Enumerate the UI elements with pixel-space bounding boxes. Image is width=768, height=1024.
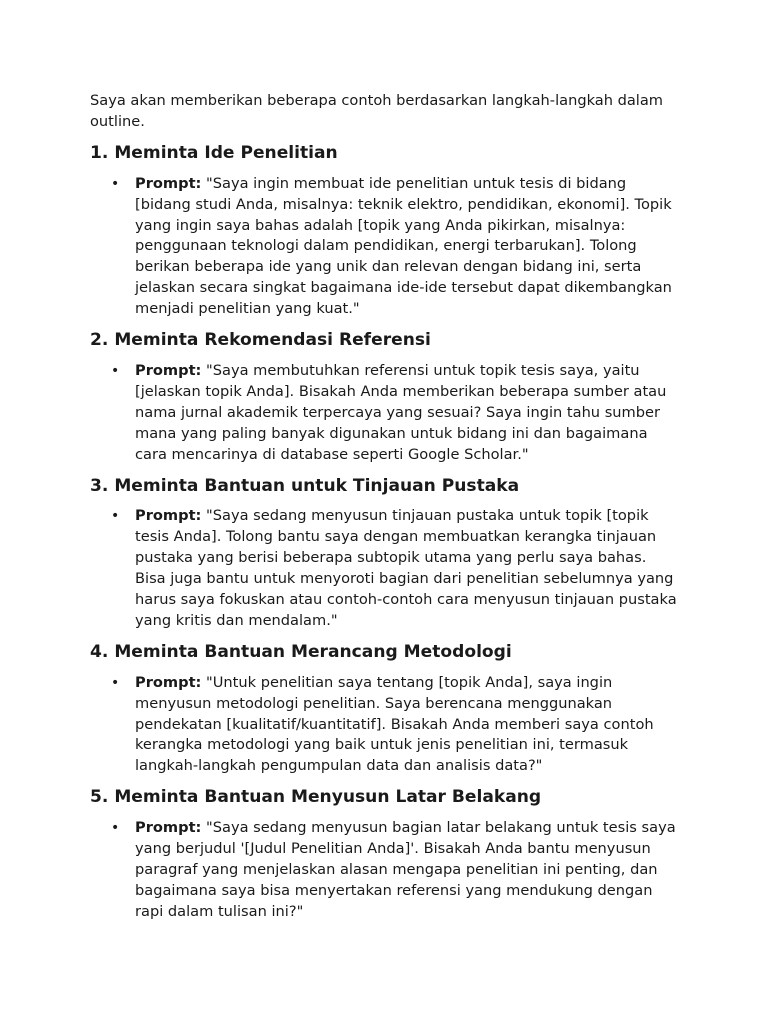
section-title-5: 5. Meminta Bantuan Menyusun Latar Belakang bbox=[90, 787, 542, 808]
prompt-item-3 bbox=[90, 506, 678, 631]
section-title-1: 1. Meminta Ide Penelitian bbox=[90, 142, 338, 163]
intro-paragraph: Saya akan memberikan beberapa contoh berdasarkan langkah-langkah dalam outline. bbox=[90, 92, 664, 130]
bullet-list-2 bbox=[90, 361, 678, 466]
bullet-list-5 bbox=[90, 818, 678, 923]
prompt-label: Prompt: bbox=[135, 507, 202, 525]
section-title-4: 4. Meminta Bantuan Merancang Metodologi bbox=[90, 641, 512, 662]
prompt-label: Prompt: bbox=[135, 673, 202, 691]
bullet-icon: • bbox=[111, 175, 120, 192]
prompt-text: "Saya membutuhkan referensi untuk topik tesis saya, yaitu [jelaskan topik Anda]. Bisakah Anda memberikan beberapa sumber atau nama jurnal akademik terpercaya yang sesuai? Saya ingin tahu sumber mana yang paling banyak digunakan untuk bidang ini dan bagaimana cara mencarinya di database seperti Google Scholar." bbox=[135, 361, 667, 463]
prompt-text: "Untuk penelitian saya tentang [topik Anda], saya ingin menyusun metodologi penelitian. Saya berencana menggunakan pendekatan [kualitatif/kuantitatif]. Bisakah Anda memberi saya contoh kerangka metodologi yang baik untuk jenis penelitian ini, termasuk langkah-langkah pengumpulan data dan analisis data?" bbox=[135, 673, 654, 775]
prompt-text: "Saya sedang menyusun tinjauan pustaka untuk topik [topik tesis Anda]. Tolong bantu saya dengan membuatkan kerangka tinjauan pustaka yang berisi beberapa subtopik utama yang perlu saya bahas. Bisa juga bantu untuk menyoroti bagian dari penelitian sebelumnya yang harus saya fokuskan atau contoh-contoh cara menyusun tinjauan pustaka yang kritis dan mendalam." bbox=[135, 507, 677, 629]
bullet-icon: • bbox=[111, 674, 120, 691]
bullet-list-4 bbox=[90, 673, 678, 778]
prompt-item-2 bbox=[90, 361, 678, 466]
prompt-item-4 bbox=[90, 673, 678, 778]
prompt-item-5 bbox=[90, 818, 678, 923]
bullet-list-3 bbox=[90, 506, 678, 631]
prompt-label: Prompt: bbox=[135, 361, 202, 379]
prompt-item-1 bbox=[90, 174, 678, 320]
prompt-label: Prompt: bbox=[135, 819, 202, 837]
prompt-label: Prompt: bbox=[135, 174, 202, 192]
bullet-icon: • bbox=[111, 820, 120, 837]
section-title-2: 2. Meminta Rekomendasi Referensi bbox=[90, 330, 431, 351]
bullet-list-1 bbox=[90, 174, 678, 320]
prompt-text: "Saya ingin membuat ide penelitian untuk tesis di bidang [bidang studi Anda, misalnya: teknik elektro, pendidikan, ekonomi]. Topik yang ingin saya bahas adalah [topik yang Anda pikirkan, misalnya: penggunaan teknologi dalam pendidikan, energi terbarukan]. Tolong berikan beberapa ide yang unik dan relevan dengan bidang ini, serta jelaskan secara singkat bagaimana ide-ide tersebut dapat dikembangkan menjadi penelitian yang kuat." bbox=[135, 174, 672, 318]
prompt-text: "Saya sedang menyusun bagian latar belakang untuk tesis saya yang berjudul '[Judul Penelitian Anda]'. Bisakah Anda bantu menyusun paragraf yang menjelaskan alasan mengapa penelitian ini penting, dan bagaimana saya bisa menyertakan referensi yang mendukung dengan rapi dalam tulisan ini?" bbox=[135, 819, 676, 920]
section-title-3: 3. Meminta Bantuan untuk Tinjauan Pustaka bbox=[90, 475, 520, 496]
bullet-icon: • bbox=[111, 362, 120, 379]
bullet-icon: • bbox=[111, 508, 120, 525]
